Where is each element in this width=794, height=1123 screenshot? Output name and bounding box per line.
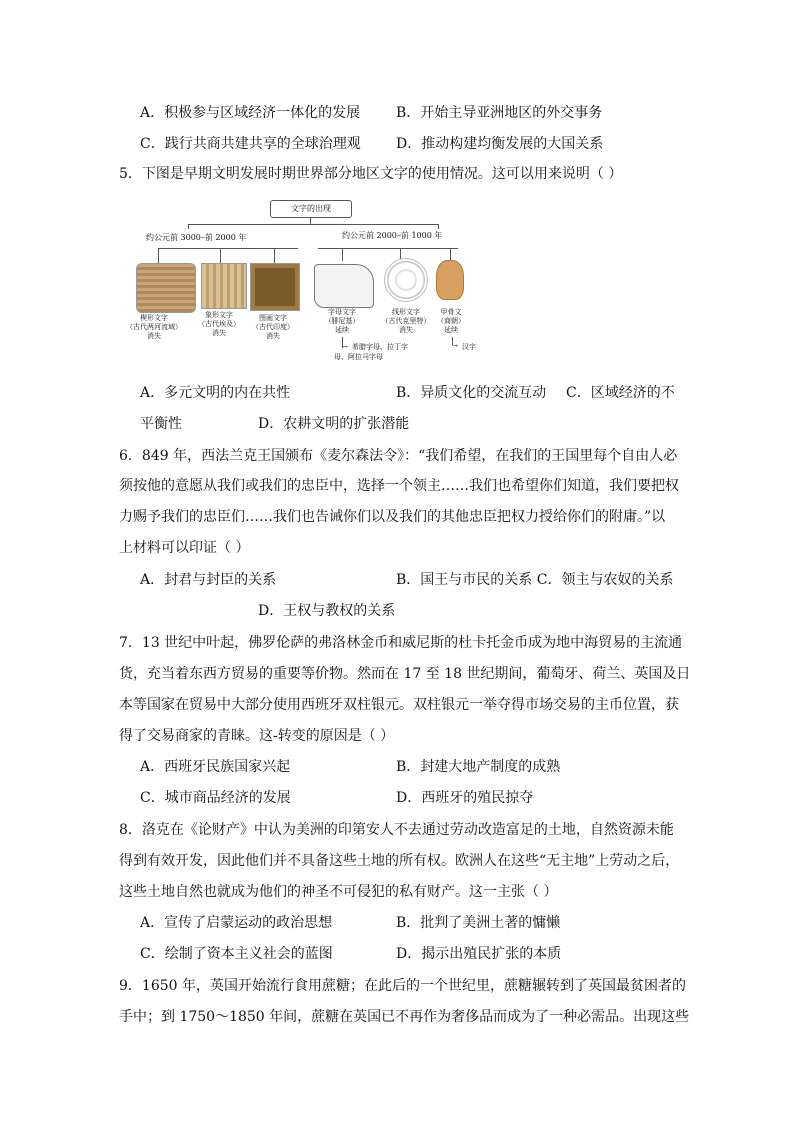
q8-option-b: B．批判了美洲土著的慵懒 xyxy=(396,915,561,931)
q7-line: 7．13 世纪中叶起，佛罗伦萨的弗洛林金币和威尼斯的杜卡托金币成为地中海贸易的主流通 xyxy=(119,635,683,651)
q8-line: 得到有效开发，因此他们并不具备这些土地的所有权。欧洲人在这些“无主地”上劳动之后， xyxy=(119,853,680,869)
q8-option-d: D．揭示出殖民扩张的本质 xyxy=(396,946,562,962)
diagram-title: 文字的出现 xyxy=(270,200,352,218)
linear-script-disc-image xyxy=(384,258,428,302)
script-region: （古代印度） xyxy=(252,323,294,331)
arrow-icon: → xyxy=(342,343,348,351)
writing-origins-diagram xyxy=(128,196,493,368)
q7-line: 得了交易商家的青睐。这-转变的原因是（ ） xyxy=(119,728,395,744)
legacy-oracle: 汉字 xyxy=(462,343,476,351)
script-name: 图画文字 xyxy=(259,314,287,322)
script-name: 象形文字 xyxy=(205,311,233,319)
arrow-icon: → xyxy=(452,342,458,350)
q5-option-c: C．区域经济的不 xyxy=(566,385,675,401)
connector xyxy=(310,217,311,224)
q8-option-a: A．宣传了启蒙运动的政治思想 xyxy=(140,915,333,931)
hieroglyph-image xyxy=(201,263,247,309)
legacy-alphabet: 希腊字母、拉丁字 xyxy=(352,343,408,351)
script-name: 线形文字 xyxy=(392,308,420,316)
q7-line: 货，充当着东西方贸易的重要等价物。然而在 17 至 18 世纪期间，葡萄牙、荷兰、英国及日 xyxy=(119,666,691,682)
connector xyxy=(438,224,439,229)
q9-line: 手中；到 1750～1850 年间，蔗糖在英国已不再作为奢侈品而成为了一种必需品。出现这些 xyxy=(119,1009,690,1025)
q6-option-a: A．封君与封臣的关系 xyxy=(140,572,277,588)
q5-option-d: D．农耕文明的扩张潜能 xyxy=(258,416,410,432)
q5-option-a: A．多元文明的内在共性 xyxy=(140,385,291,401)
script-region: （古代克里特） xyxy=(381,317,431,325)
connector xyxy=(274,248,275,263)
q4-option-b: B．开始主导亚洲地区的外交事务 xyxy=(396,105,603,121)
legacy-alphabet-2: 母、阿拉马字母 xyxy=(334,353,383,361)
script-region: （古代两河流域） xyxy=(126,323,182,331)
q8-line: 8．洛克在《论财产》中认为美洲的印第安人不去通过劳动改造富足的土地，自然资源未能 xyxy=(119,822,674,838)
q7-option-c: C．城市商品经济的发展 xyxy=(140,790,291,806)
q6-option-d: D．王权与教权的关系 xyxy=(258,603,396,619)
script-name: 楔形文字 xyxy=(140,314,168,322)
q9-line: 9．1650 年，英国开始流行食用蔗糖；在此后的一个世纪里，蔗糖辗转到了英国最贫困者的 xyxy=(119,978,686,994)
script-name: 字母文字 xyxy=(328,308,356,316)
script-status: 消失 xyxy=(212,329,226,337)
script-region: （古代埃及） xyxy=(198,320,240,328)
connector xyxy=(188,224,189,229)
oracle-bone-image xyxy=(436,260,464,300)
script-region: （商朝） xyxy=(437,317,465,325)
q4-option-a: A．积极参与区域经济一体化的发展 xyxy=(140,105,361,121)
connector xyxy=(318,248,458,249)
q7-line: 本等国家在贸易中大部分使用西班牙双柱银元。双柱银元一举夺得市场交易的主币位置，获 xyxy=(119,697,679,713)
connector xyxy=(220,248,221,263)
connector xyxy=(342,248,343,261)
script-status: 延续 xyxy=(335,326,349,334)
q6-line: 上材料可以印证（ ） xyxy=(119,540,250,556)
period-left: 约公元前 3000–前 2000 年 xyxy=(146,233,247,242)
q7-option-a: A．西班牙民族国家兴起 xyxy=(140,759,291,775)
q4-option-c: C．践行共商共建共享的全球治理观 xyxy=(140,136,361,152)
q6-line: 须按他的意愿从我们或我们的忠臣中，选择一个领主……我们也希望你们知道，我们要把权 xyxy=(119,478,679,494)
q7-option-b: B．封建大地产制度的成熟 xyxy=(396,759,561,775)
q6-line: 力赐予我们的忠臣们……我们也告诫你们以及我们的其他忠臣把权力授给你们的附庸。”以 xyxy=(119,509,666,525)
phoenician-script-image xyxy=(314,264,374,308)
script-name: 甲骨文 xyxy=(440,308,462,316)
period-right: 约公元前 2000–前 1000 年 xyxy=(342,231,443,240)
script-status: 消失 xyxy=(147,332,161,340)
q5-stem: 5．下图是早期文明发展时期世界部分地区文字的使用情况。这可以用来说明（ ） xyxy=(119,166,623,182)
q8-option-c: C．绘制了资本主义社会的蓝图 xyxy=(140,946,333,962)
q6-option-bc: B．国王与市民的关系 C．领主与农奴的关系 xyxy=(396,572,674,588)
q4-option-d: D．推动构建均衡发展的大国关系 xyxy=(396,136,604,152)
q6-line: 6．849 年，西法兰克王国颁布《麦尔森法令》：“我们希望，在我们的王国里每个自由人必 xyxy=(119,448,678,464)
q8-line: 这些土地自然也就成为他们的神圣不可侵犯的私有财产。这一主张（ ） xyxy=(119,884,558,900)
script-status: 消失 xyxy=(266,332,280,340)
cuneiform-tablet-image xyxy=(136,263,196,313)
connector xyxy=(188,224,438,225)
indus-seal-image xyxy=(250,263,300,311)
q5-option-c-cont: 平衡性 xyxy=(140,416,182,432)
q5-option-b: B．异质文化的交流互动 xyxy=(396,385,547,401)
script-status: 延续 xyxy=(444,326,458,334)
script-region: （腓尼基） xyxy=(324,317,360,325)
script-status: 消失 xyxy=(399,326,413,334)
connector xyxy=(158,248,159,263)
q7-option-d: D．西班牙的殖民掠夺 xyxy=(396,790,534,806)
connector xyxy=(158,248,298,249)
